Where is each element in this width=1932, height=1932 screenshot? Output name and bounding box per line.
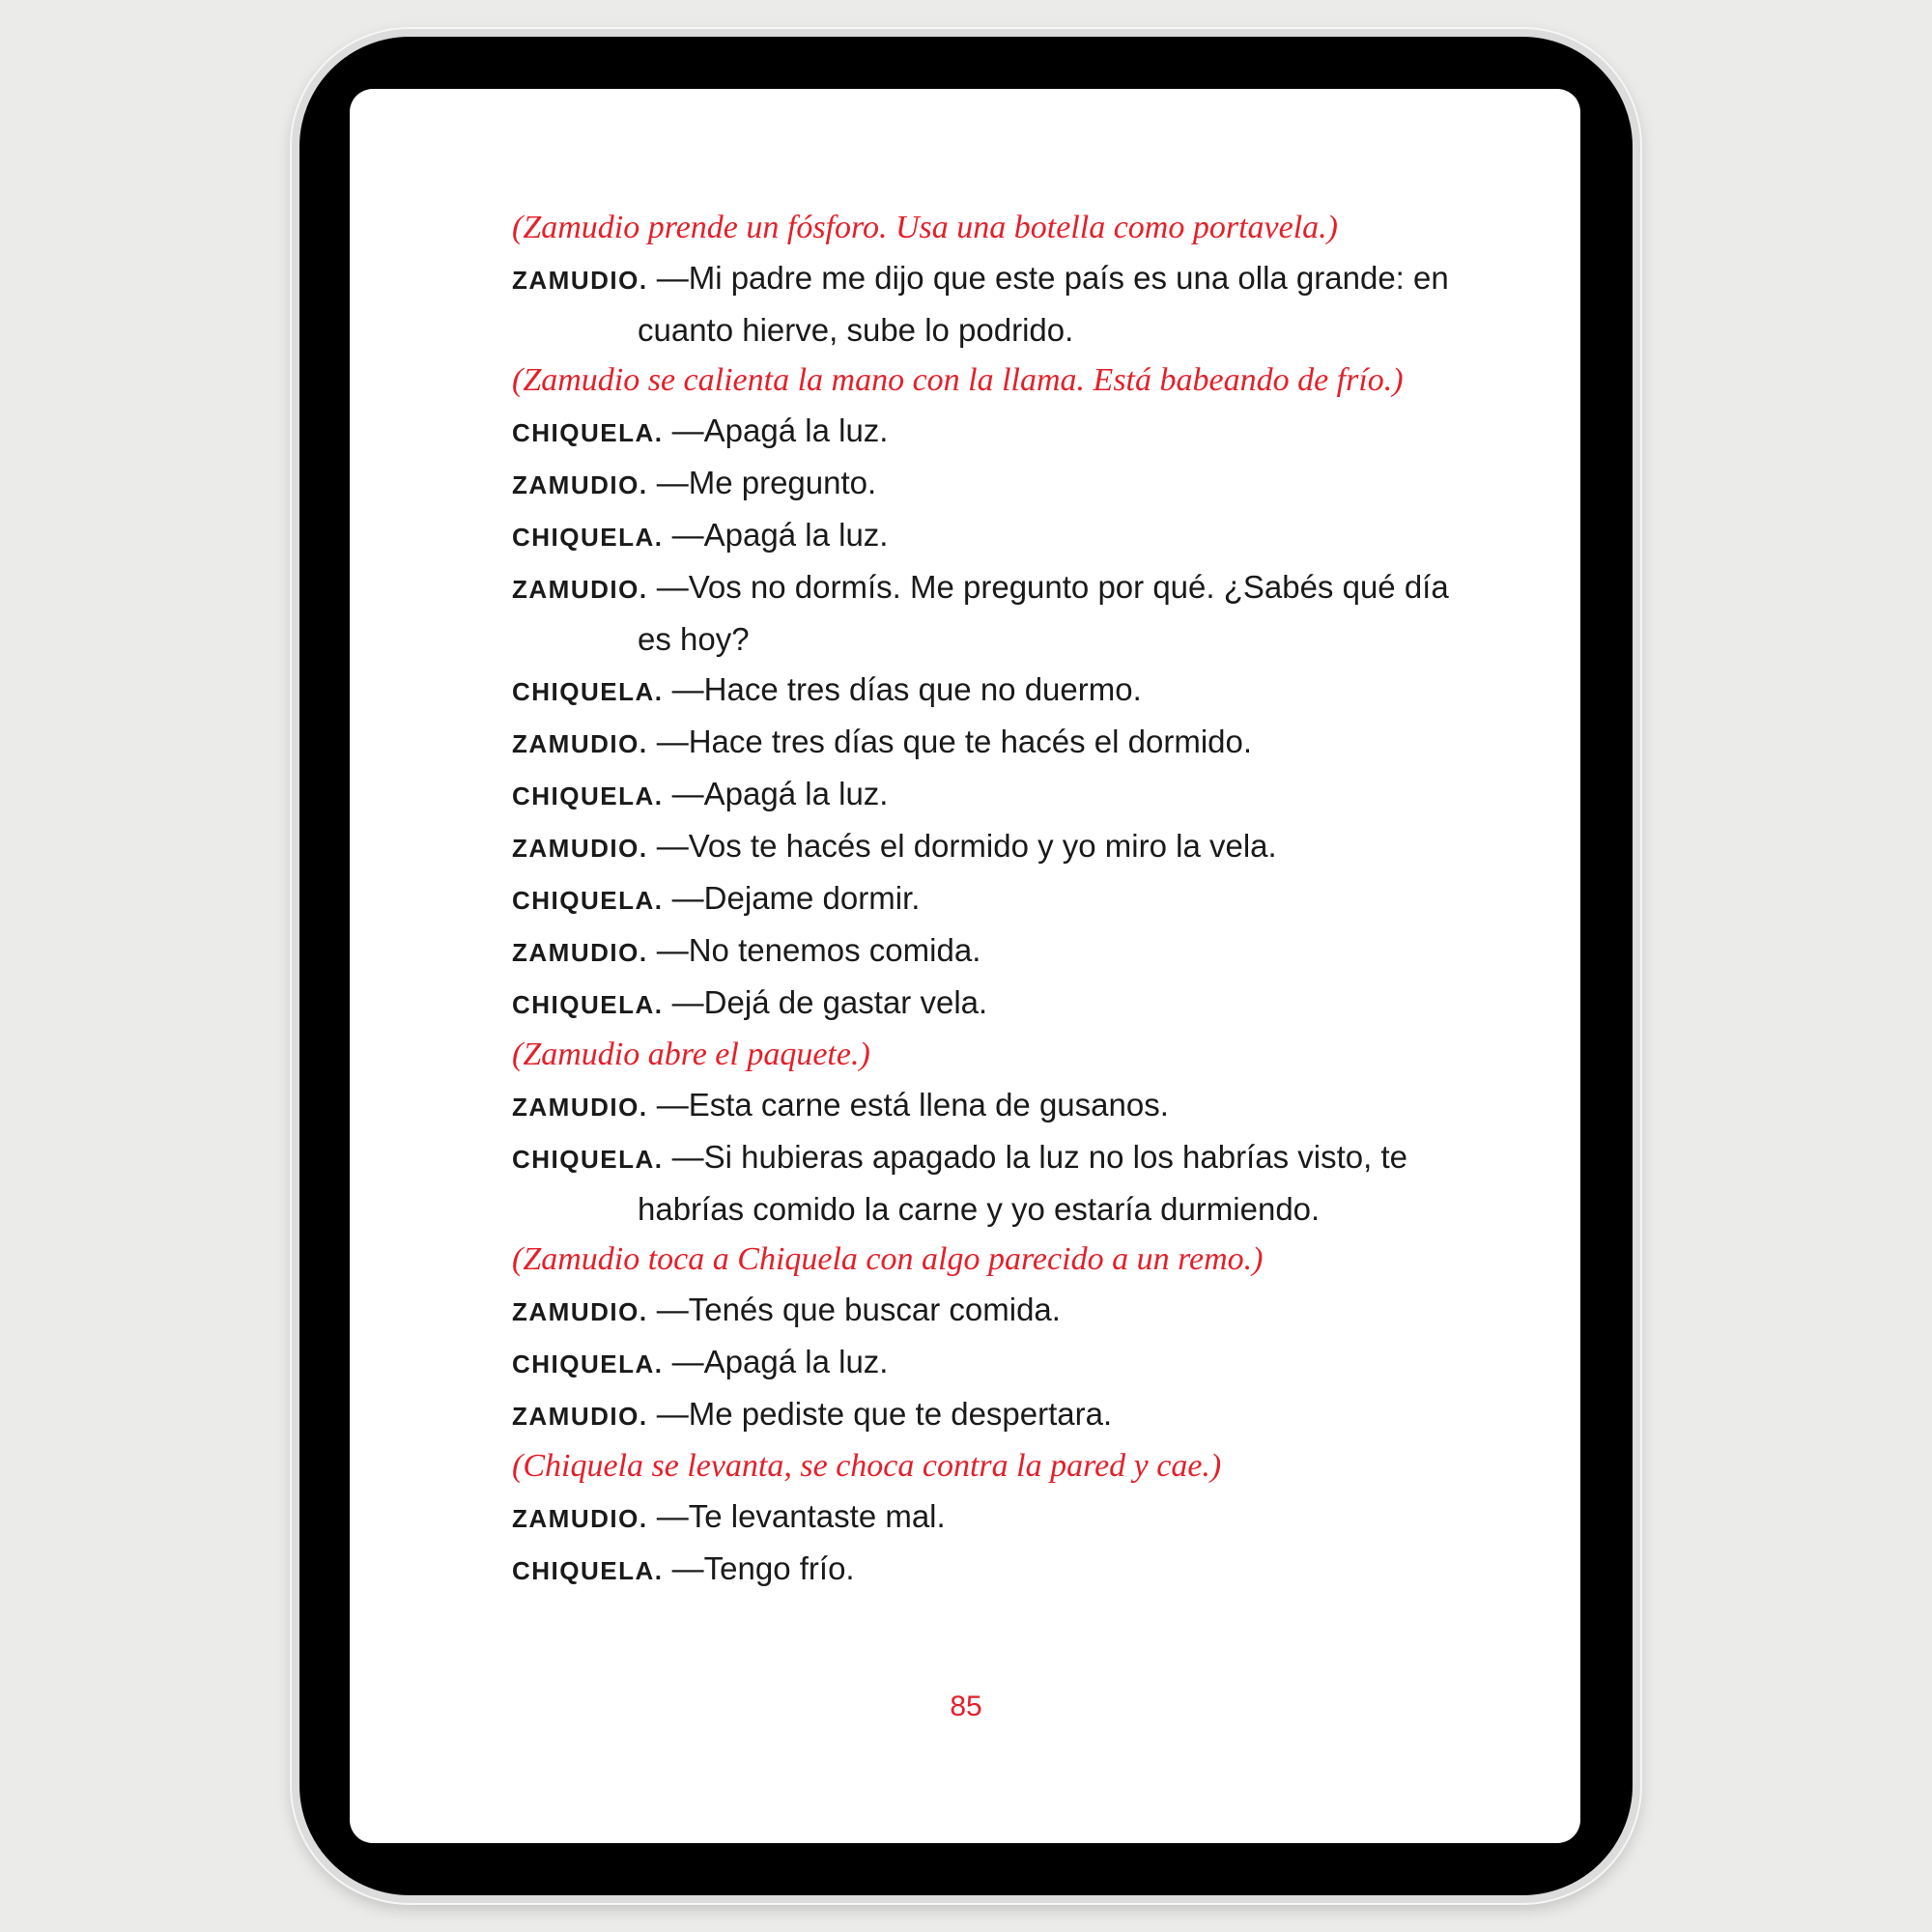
dialogue-line: [512, 1492, 1478, 1544]
speaker-name: ZAMUDIO.: [512, 938, 648, 967]
speaker-name: ZAMUDIO.: [512, 1297, 648, 1326]
speaker-name: ZAMUDIO.: [512, 1504, 648, 1533]
speaker-name: ZAMUDIO.: [512, 266, 648, 295]
dialogue-line: [512, 665, 1478, 717]
dialogue-line: [512, 1132, 1478, 1235]
dialogue-text: —Apagá la luz.: [671, 412, 889, 448]
speaker-name: ZAMUDIO.: [512, 575, 648, 604]
dialogue-text: —Hace tres días que no duermo.: [671, 671, 1142, 707]
dialogue-text: —Esta carne está llena de gusanos.: [656, 1087, 1169, 1122]
script-text: [512, 203, 1478, 1596]
dialogue-line: [512, 406, 1478, 458]
dialogue-line: [512, 873, 1478, 925]
speaker-name: CHIQUELA.: [512, 677, 664, 706]
dialogue-text: —Mi padre me dijo que este país es una olla grande: en cuanto hierve, sube lo podrido.: [638, 260, 1449, 348]
stage-direction: (Zamudio prende un fósforo. Usa una botella como portavela.): [512, 210, 1338, 245]
speaker-name: CHIQUELA.: [512, 1350, 664, 1378]
page-number: 85: [950, 1690, 982, 1722]
dialogue-text: —Me pediste que te despertara.: [656, 1396, 1113, 1432]
stage-direction: (Chiquela se levanta, se choca contra la pared y cae.): [512, 1448, 1222, 1484]
speaker-name: ZAMUDIO.: [512, 1093, 648, 1122]
dialogue-text: —No tenemos comida.: [656, 932, 981, 968]
dialogue-line: [512, 1389, 1478, 1441]
stage-direction: (Zamudio se calienta la mano con la llama. Está babeando de frío.): [512, 362, 1404, 398]
dialogue-line: [512, 1544, 1478, 1596]
dialogue-line: [512, 253, 1478, 355]
dialogue-line: [512, 978, 1478, 1030]
dialogue-text: —Me pregunto.: [656, 465, 877, 500]
dialogue-text: —Vos te hacés el dormido y yo miro la vela.: [656, 828, 1277, 864]
dialogue-line: [512, 821, 1478, 873]
dialogue-text: —Tengo frío.: [671, 1550, 855, 1586]
dialogue-line: [512, 925, 1478, 978]
speaker-name: CHIQUELA.: [512, 1145, 664, 1174]
dialogue-line: [512, 1285, 1478, 1337]
dialogue-text: —Apagá la luz.: [671, 517, 889, 553]
dialogue-text: —Vos no dormís. Me pregunto por qué. ¿Sabés qué día es hoy?: [638, 569, 1449, 657]
dialogue-line: [512, 510, 1478, 562]
speaker-name: CHIQUELA.: [512, 990, 664, 1019]
stage-direction: (Zamudio abre el paquete.): [512, 1037, 870, 1072]
speaker-name: ZAMUDIO.: [512, 729, 648, 758]
dialogue-line: [512, 562, 1478, 665]
dialogue-text: —Dejá de gastar vela.: [671, 984, 988, 1020]
speaker-name: CHIQUELA.: [512, 781, 664, 810]
dialogue-line: [512, 458, 1478, 510]
dialogue-text: —Si hubieras apagado la luz no los habrías visto, te habrías comido la carne y yo estaría durmiendo.: [638, 1139, 1407, 1227]
dialogue-text: —Apagá la luz.: [671, 776, 889, 811]
speaker-name: ZAMUDIO.: [512, 1402, 648, 1431]
stage-direction: (Zamudio toca a Chiquela con algo parecido a un remo.): [512, 1241, 1264, 1277]
dialogue-line: [512, 717, 1478, 769]
dialogue-text: —Dejame dormir.: [671, 880, 921, 916]
dialogue-line: [512, 1080, 1478, 1132]
speaker-name: CHIQUELA.: [512, 523, 664, 552]
speaker-name: CHIQUELA.: [512, 418, 664, 447]
speaker-name: CHIQUELA.: [512, 1556, 664, 1585]
dialogue-text: —Tenés que buscar comida.: [656, 1292, 1061, 1327]
dialogue-line: [512, 1337, 1478, 1389]
dialogue-text: —Te levantaste mal.: [656, 1498, 946, 1534]
speaker-name: CHIQUELA.: [512, 886, 664, 915]
dialogue-text: —Hace tres días que te hacés el dormido.: [656, 724, 1253, 759]
dialogue-text: —Apagá la luz.: [671, 1344, 889, 1379]
dialogue-line: [512, 769, 1478, 821]
speaker-name: ZAMUDIO.: [512, 470, 648, 499]
speaker-name: ZAMUDIO.: [512, 834, 648, 863]
